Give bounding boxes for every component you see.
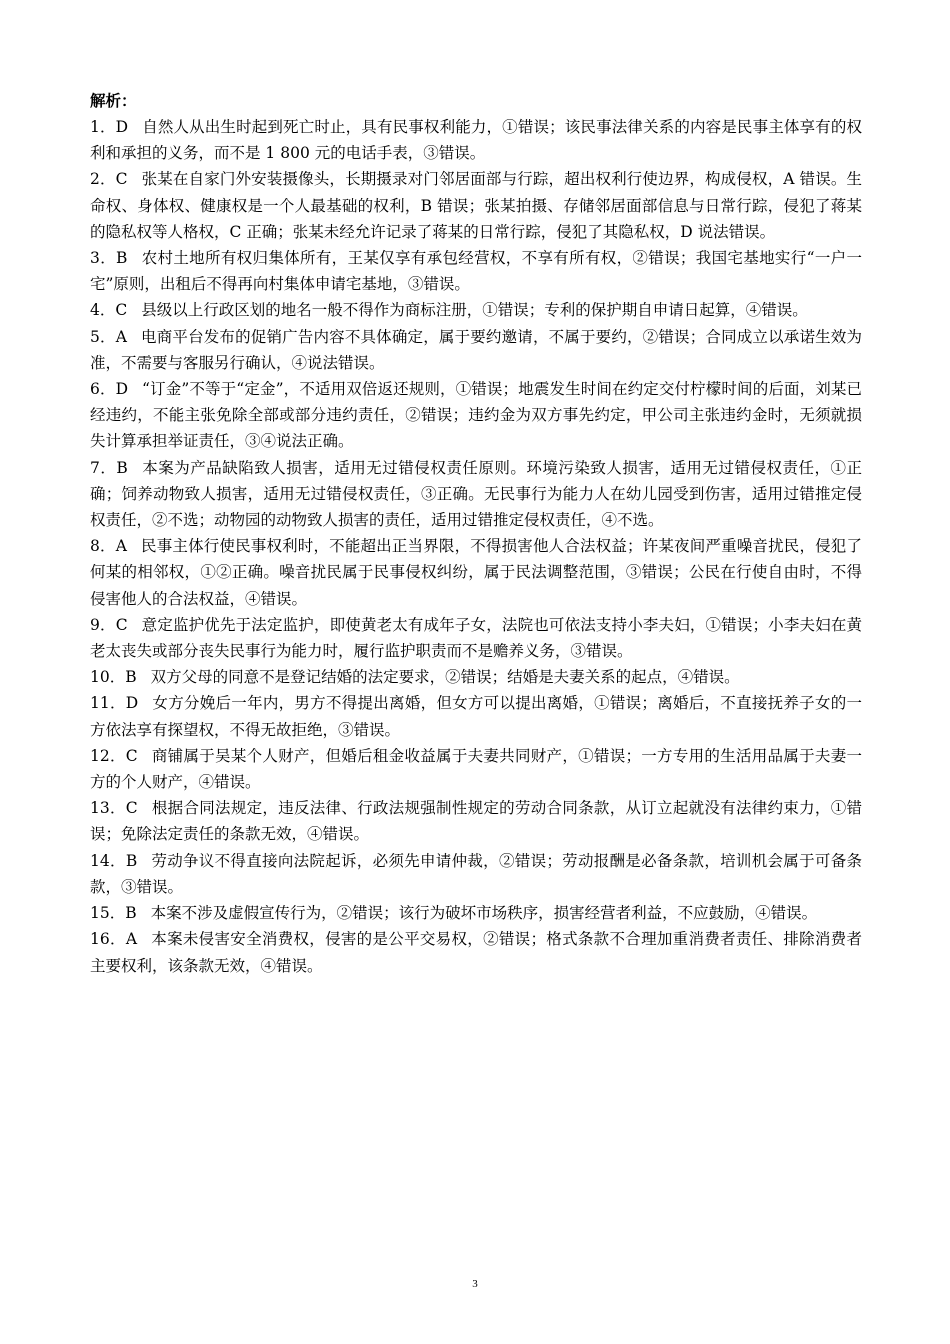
answer-letter: D	[115, 380, 129, 399]
question-number: 9．	[90, 615, 116, 634]
explanation-item	[90, 795, 862, 847]
explanation-text: 本案为产品缺陷致人损害，适用无过错侵权责任原则。环境污染致人损害，适用无过错侵权责任，①正确；饲养动物致人损害，适用无过错侵权责任，③正确。无民事行为能力人在幼儿园受到伤害，适用过错推定侵权责任，②不选；动物园的动物致人损害的责任，适用过错推定侵权责任，④不选。	[90, 458, 862, 530]
answer-letter: B	[125, 668, 137, 687]
question-number: 15．	[90, 904, 126, 923]
question-number: 5．	[90, 327, 116, 346]
explanation-text: 张某在自家门外安装摄像头，长期摄录对门邻居面部与行踪，超出权利行使边界，构成侵权，A 错误。生命权、身体权、健康权是一个人最基础的权利，B 错误；张某拍摄、存储邻居面部信息与日常行踪，侵犯了蒋某的隐私权等人格权，C 正确；张某未经允许记录了蒋某的日常行踪，侵犯了其隐私权，D 说法错误。	[90, 170, 862, 241]
question-number: 1．	[90, 118, 116, 136]
explanation-text: 农村土地所有权归集体所有，王某仅享有承包经营权，不享有所有权，②错误；我国宅基地实行“一户一宅”原则，出租后不得再向村集体申请宅基地，③错误。	[90, 249, 862, 294]
explanation-item	[90, 324, 862, 376]
explanation-text: “订金”不等于“定金”，不适用双倍返还规则，①错误；地震发生时间在约定交付柠檬时间的后面，刘某已经违约，不能主张免除全部或部分违约责任，②错误；违约金为双方事先约定，甲公司主张违约金时，无须就损失计算承担举证责任，③④说法正确。	[90, 380, 862, 451]
explanation-item	[90, 848, 862, 900]
explanation-item	[90, 690, 862, 742]
question-number: 13．	[90, 799, 126, 818]
explanation-item	[90, 245, 862, 297]
question-number: 6．	[90, 380, 116, 399]
explanation-text: 电商平台发布的促销广告内容不具体确定，属于要约邀请，不属于要约，②错误；合同成立以承诺生效为准，不需要与客服另行确认，④说法错误。	[90, 327, 862, 372]
question-number: 7．	[90, 458, 117, 477]
answer-letter: A	[115, 327, 127, 346]
answer-letter: B	[125, 904, 137, 923]
explanation-text: 商铺属于吴某个人财产，但婚后租金收益属于夫妻共同财产，①错误；一方专用的生活用品属于夫妻一方的个人财产，④错误。	[90, 746, 862, 792]
explanation-item	[90, 612, 862, 664]
answer-letter: C	[115, 301, 128, 320]
explanation-text: 本案不涉及虚假宣传行为，②错误；该行为破坏市场秩序，损害经营者利益，不应鼓励，④错误。	[150, 904, 818, 923]
explanation-list	[90, 114, 862, 979]
explanation-text: 县级以上行政区划的地名一般不得作为商标注册，①错误；专利的保护期自申请日起算，④错误。	[141, 301, 808, 320]
answer-explanations	[90, 88, 862, 979]
explanation-item	[90, 297, 862, 323]
explanation-text: 女方分娩后一年内，男方不得提出离婚，但女方可以提出离婚，①错误；离婚后，不直接抚养子女的一方依法享有探望权，不得无故拒绝，③错误。	[90, 694, 862, 739]
explanation-item	[90, 900, 862, 926]
explanation-text: 民事主体行使民事权利时，不能超出正当界限，不得损害他人合法权益；许某夜间严重噪音扰民，侵犯了何某的相邻权，①②正确。噪音扰民属于民事侵权纠纷，属于民法调整范围，③错误；公民在行使自由时，不得侵害他人的合法权益，④错误。	[90, 537, 862, 608]
explanation-item	[90, 166, 862, 245]
answer-letter: C	[125, 746, 138, 765]
page-number: 3	[472, 1278, 478, 1290]
answer-letter: C	[115, 615, 128, 634]
explanation-text: 根据合同法规定，违反法律、行政法规强制性规定的劳动合同条款，从订立起就没有法律约束力，①错误；免除法定责任的条款无效，④错误。	[90, 799, 862, 844]
explanation-text: 本案未侵害安全消费权，侵害的是公平交易权，②错误；格式条款不合理加重消费者责任、排除消费者主要权利，该条款无效，④错误。	[90, 930, 862, 975]
answer-letter: C	[125, 799, 138, 818]
explanation-item	[90, 926, 862, 978]
section-heading: 解析：	[90, 92, 137, 110]
explanation-item	[90, 455, 862, 534]
question-number: 11．	[90, 694, 126, 713]
explanation-item	[90, 664, 862, 690]
question-number: 4．	[90, 301, 116, 320]
explanation-item	[90, 114, 862, 166]
question-number: 10．	[90, 668, 126, 687]
question-number: 14．	[90, 851, 126, 870]
explanation-text: 自然人从出生时起到死亡时止，具有民事权利能力，①错误；该民事法律关系的内容是民事主体享有的权利和承担的义务，而不是 1 800 元的电话手表，③错误。	[90, 118, 862, 163]
answer-letter: D	[115, 118, 129, 136]
answer-letter: B	[116, 458, 128, 477]
question-number: 3．	[90, 249, 117, 268]
question-number: 16．	[90, 930, 126, 949]
answer-letter: B	[116, 249, 128, 268]
explanation-text: 双方父母的同意不是登记结婚的法定要求，②错误；结婚是夫妻关系的起点，④错误。	[150, 668, 740, 687]
explanation-text: 意定监护优先于法定监护，即使黄老太有成年子女，法院也可依法支持小李夫妇，①错误；小李夫妇在黄老太丧失或部分丧失民事行为能力时，履行监护职责而不是赡养义务，③错误。	[90, 615, 862, 661]
explanation-text: 劳动争议不得直接向法院起诉，必须先申请仲裁，②错误；劳动报酬是必备条款，培训机会属于可备条款，③错误。	[90, 851, 862, 896]
explanation-item	[90, 376, 862, 455]
explanation-item	[90, 533, 862, 612]
answer-letter: B	[125, 851, 138, 870]
question-number: 12．	[90, 746, 126, 765]
answer-letter: D	[125, 694, 139, 713]
question-number: 8．	[90, 537, 116, 556]
answer-letter: A	[115, 537, 127, 556]
answer-letter: A	[125, 930, 138, 949]
explanation-item	[90, 743, 862, 795]
answer-letter: C	[115, 170, 128, 189]
question-number: 2．	[90, 170, 116, 189]
